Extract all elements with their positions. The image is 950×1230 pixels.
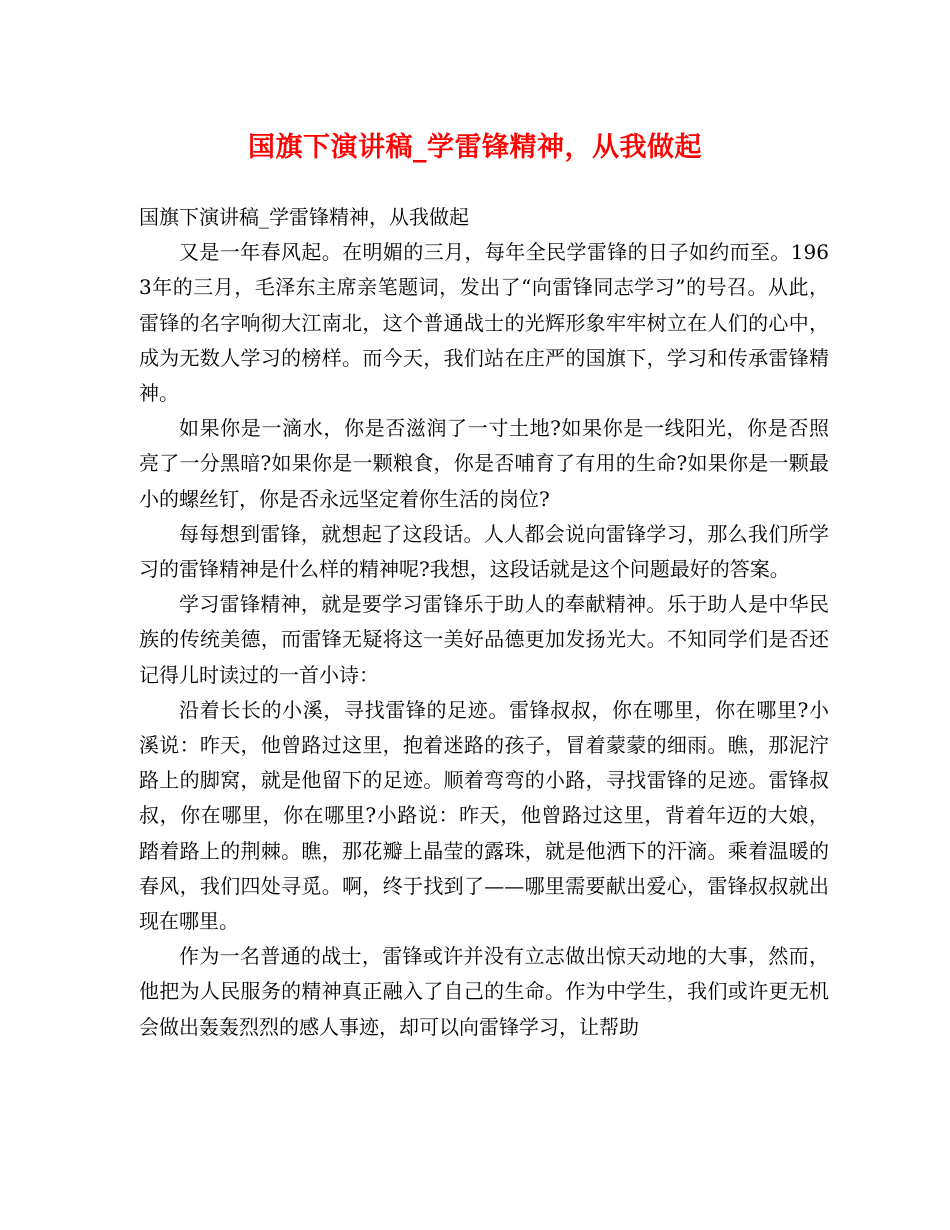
subtitle-paragraph: 国旗下演讲稿_学雷锋精神，从我做起 xyxy=(139,205,469,229)
paragraph-questions: 如果你是一滴水，你是否滋润了一寸土地?如果你是一线阳光，你是否照亮了一分黑暗?如果你是一颗粮食，你是否哺育了有用的生命?如果你是一颗最小的螺丝钉，你是否永远坚定着你生活的岗位? xyxy=(139,416,829,511)
paragraph-reflection: 每每想到雷锋，就想起了这段话。人人都会说向雷锋学习，那么我们所学习的雷锋精神是什么样的精神呢?我想，这段话就是这个问题最好的答案。 xyxy=(139,521,829,582)
paragraph-intro: 又是一年春风起。在明媚的三月，每年全民学雷锋的日子如约而至。1963年的三月，毛泽东主席亲笔题词，发出了“向雷锋同志学习”的号召。从此，雷锋的名字响彻大江南北，这个普通战士的光辉形象牢牢树立在人们的心中，成为无数人学习的榜样。而今天，我们站在庄严的国旗下，学习和传承雷锋精神。 xyxy=(139,240,829,406)
paragraph-helping-spirit: 学习雷锋精神，就是要学习雷锋乐于助人的奉献精神。乐于助人是中华民族的传统美德，而雷锋无疑将这一美好品德更加发扬光大。不知同学们是否还记得儿时读过的一首小诗： xyxy=(139,592,829,687)
document-body xyxy=(139,200,829,1045)
paragraph-poem: 沿着长长的小溪，寻找雷锋的足迹。雷锋叔叔，你在哪里，你在哪里?小溪说：昨天，他曾路过这里，抱着迷路的孩子，冒着蒙蒙的细雨。瞧，那泥泞路上的脚窝，就是他留下的足迹。顺着弯弯的小路，寻找雷锋的足迹。雷锋叔叔，你在哪里，你在哪里?小路说：昨天，他曾路过这里，背着年迈的大娘，踏着路上的荆棘。瞧，那花瓣上晶莹的露珠，就是他洒下的汗滴。乘着温暖的春风，我们四处寻觅。啊，终于找到了——哪里需要献出爱心，雷锋叔叔就出现在哪里。 xyxy=(139,697,829,934)
paragraph-student-role: 作为一名普通的战士，雷锋或许并没有立志做出惊天动地的大事，然而，他把为人民服务的精神真正融入了自己的生命。作为中学生，我们或许更无机会做出轰轰烈烈的感人事迹，却可以向雷锋学习，让帮助 xyxy=(139,944,829,1039)
document-title: 国旗下演讲稿_学雷锋精神，从我做起 xyxy=(248,132,702,163)
